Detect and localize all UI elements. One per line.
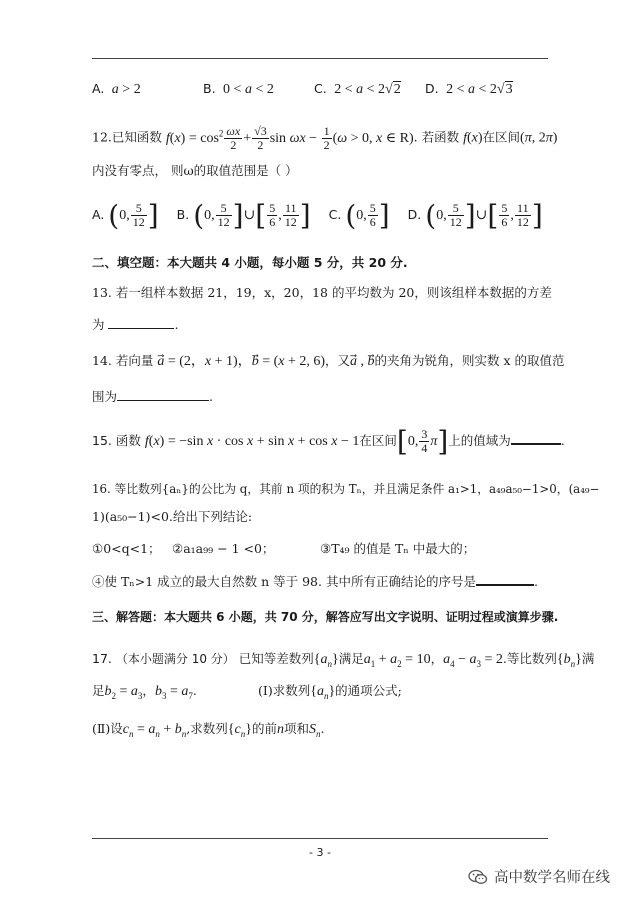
q12-option-c-math: (0, $\frac{5}{6}$ ] (345, 198, 390, 232)
section3-title: 三、解答题：本大题共 6 小题，共 70 分，解答应写出文字说明、证明过程或演算步骤. (92, 610, 559, 624)
q14-line1: 14. 若向量 a⃗ = (2，x + 1)，b⃗ = (x + 2, 6)，又a⃗ , b的夹角为锐角，则实数 x 的取值范 (92, 353, 565, 369)
q13-line2: 为 . (92, 317, 179, 332)
q13-answer-blank (108, 316, 174, 329)
q17-line2: 足$b_2 = a_3$，$b_3 = a_7$. (92, 683, 197, 701)
q16-line2: 1)(a₅₀−1)<0.给出下列结论: (92, 509, 253, 524)
q11-option-a: A. a > 2 (92, 81, 141, 97)
bottom-rule (92, 838, 548, 839)
q15-interval: [0, $\frac{3}{4}$ π] (396, 424, 449, 458)
q16-line1: 16. 等比数列{aₙ}的公比为 q，其前 n 项的积为 Tₙ，并且满足条件 a₁>1，a₄₉a₅₀−1>0，(a₄₉− (92, 482, 600, 496)
q12-options: A. (0, $\frac{5}{12}$ ] B. (0, $\frac{5}{12}$ ]∪[ $\frac{5}{6}$ , $\frac{11}{12}$ ] C. (0, $\frac{5}{6}$ ] D. (0, $\frac{5}{12}$ ]∪[ $\frac{5}{6}$ , $\frac{11}{12}$ ] (92, 198, 543, 232)
q16-answer-blank (476, 572, 534, 586)
q15-function: f(x) = −sin x · cos x + sin x + cos x − 1 (144, 434, 360, 449)
page-number: - 3 - (309, 846, 331, 859)
q12-function: $f(x) = \cos^2$ $\frac{\omega x}{2}$ + $\frac{√3}{2}$ sin ωx − $\frac{1}{2}$ (ω > 0, x ∈ R) (165, 123, 414, 152)
q11-option-c-math: 2 < a < 2√2 (330, 82, 401, 97)
q12-option-d-math: (0, $\frac{5}{12}$ ]∪[ $\frac{5}{6}$ , $\frac{11}{12}$ ] (425, 198, 543, 232)
q11-option-b: B. 0 < a < 2 (203, 81, 274, 97)
q14-line2: 围为 . (92, 389, 213, 404)
section2-title: 二、填空题：本大题共 4 小题，每小题 5 分，共 20 分. (92, 255, 408, 270)
q14-answer-blank (117, 388, 209, 401)
q11-option-d: D. 2 < a < 2√3 (425, 81, 513, 97)
q14-vectors: a⃗ = (2，x + 1)，b⃗ = (x + 2, 6) (157, 354, 326, 369)
q16-conclusion-3: ③T₄₉ 的值是 Tₙ 中最大的； (320, 541, 476, 556)
q16-conclusion-2: ②a₁a₉₉ − 1 <0； (172, 541, 275, 556)
q17-part2: (Ⅱ)设$c_n = a_n + b_n$,求数列$\{c_n\}$的前n项和$S_n$. (92, 721, 325, 739)
q13-line1: 13. 若一组样本数据 21，19，x，20，18 的平均数为 20，则该组样本数据的方差 (92, 285, 552, 300)
q17-part1: (Ⅰ)求数列$\{a_n\}$的通项公式; (258, 683, 402, 701)
watermark-text: 高中数学名师在线 (494, 870, 610, 886)
q11-option-c: C. 2 < a < 2√2 (314, 81, 401, 97)
q11-option-d-math: 2 < a < 2√3 (442, 82, 513, 97)
top-rule (92, 58, 548, 59)
q17-line1: 17. （本小题满分 10 分） 已知等差数列$\{a_n\}$满足$a_1 + a_2 = 10$，$a_4 - a_3 = 2$.等比数列$\{b_n\}$满 (92, 651, 595, 669)
watermark (468, 866, 610, 887)
wechat-icon (468, 869, 488, 885)
q11-option-b-math: 0 < a < 2 (219, 82, 274, 97)
q11-option-a-math: a > 2 (111, 82, 141, 97)
q15-line: 15. 函数 f(x) = −sin x · cos x + sin x + cos x − 1在区间[0, $\frac{3}{4}$ π]上的值域为 . (92, 424, 565, 458)
q15-answer-blank (511, 431, 561, 445)
q12-option-b-math: (0, $\frac{5}{12}$ ]∪[ $\frac{5}{6}$ , $\frac{11}{12}$ ] (193, 198, 311, 232)
q12-option-a-math: (0, $\frac{5}{12}$ ] (108, 198, 159, 232)
q16-conclusion-4: ④使 Tₙ>1 成立的最大自然数 n 等于 98. 其中所有正确结论的序号是 . (92, 574, 538, 589)
q16-conclusion-1: ①0<q<1； (92, 541, 161, 556)
q12-line2: 内没有零点， 则ω的取值范围是（ ） (92, 163, 298, 178)
q12-line1: 12.已知函数 $f(x) = \cos^2$ $\frac{\omega x}{2}$ + $\frac{√3}{2}$ sin ωx − $\frac{1}{2}$ (ω > 0, x ∈ R). 若函数 f(x)在区间(π, 2π) (92, 123, 558, 152)
